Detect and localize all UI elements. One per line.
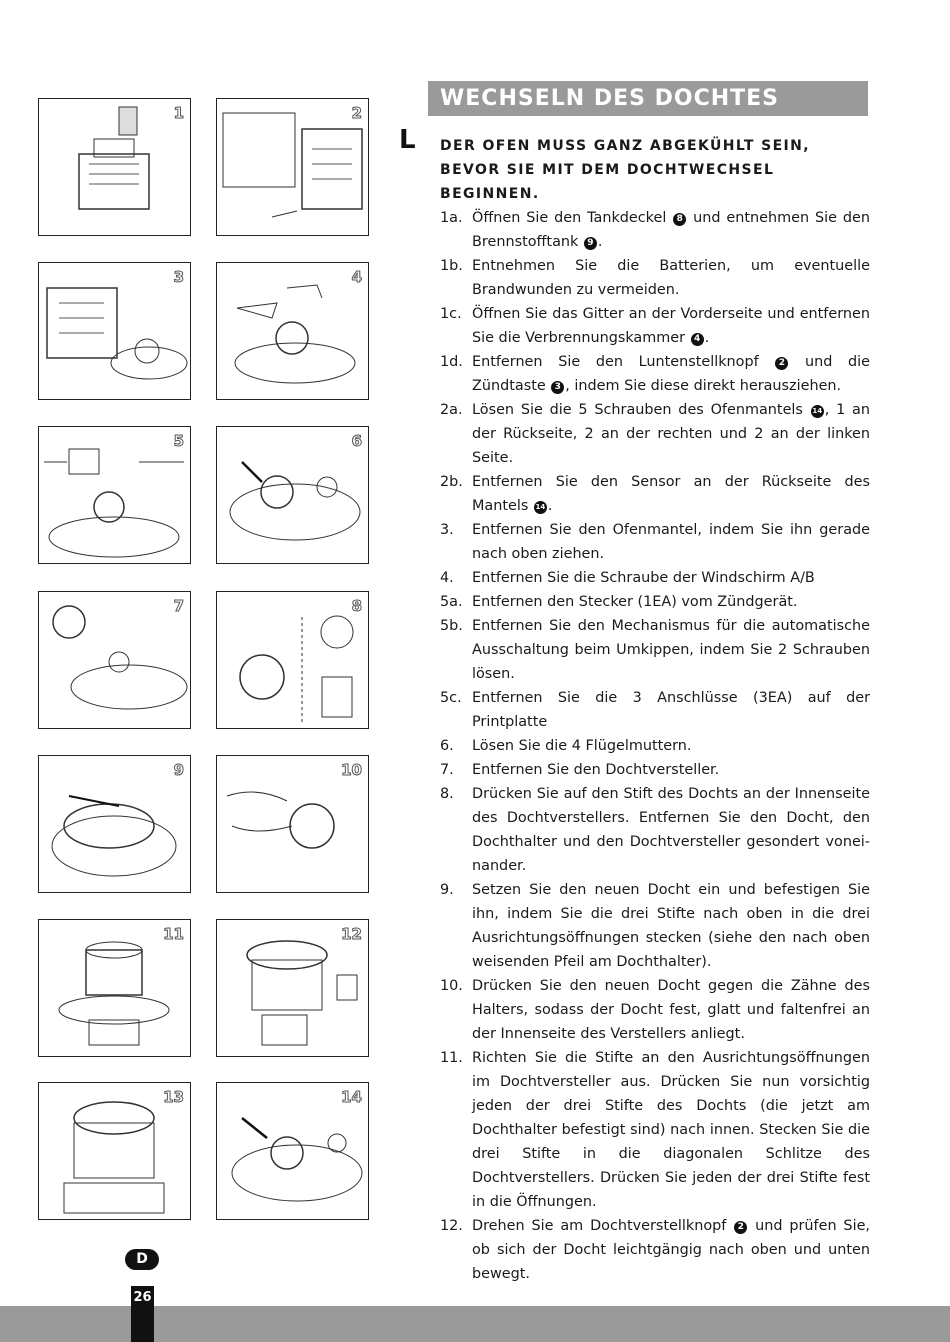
step-text: Drücken Sie den neuen Docht gegen die Zähne des Halters, sodass der Docht fest, glatt und faltenfrei an der Innenseite des Verstellers anliegt.: [472, 978, 870, 1042]
part-reference-badge: 9: [584, 237, 597, 250]
instruction-step: [440, 1046, 870, 1214]
step-number: 3.: [440, 522, 454, 538]
step-number: 5a.: [440, 594, 463, 610]
step-text: Entfernen Sie die Schraube der Windschirm A/B: [472, 570, 815, 586]
figure-illustration: [39, 427, 192, 565]
step-number: 1b.: [440, 258, 463, 274]
figure-number: 7: [173, 597, 184, 615]
figure-illustration: [39, 592, 192, 730]
step-text: Lösen Sie die 5 Schrauben des Ofenmantels 14 , 1 an der Rückseite, 2 an der rechten und 2 an der linken Seite.: [472, 402, 870, 466]
part-reference-badge: 2: [775, 357, 788, 370]
step-text: Entnehmen Sie die Batterien, um eventuelle Brandwunden zu vermeiden.: [472, 258, 870, 298]
figure-number: 2: [351, 104, 362, 122]
section-title: WECHSELN DES DOCHTES: [428, 81, 868, 116]
step-figure: [38, 755, 191, 893]
step-text: Richten Sie die Stifte an den Ausrichtungsöffnungen im Dochtversteller aus. Drücken Sie nun vorsichtig jeden der drei Stifte des Dochts (die jetzt am Dochthalter befestigt sind) nach innen. Stecken Sie die drei Stifte in die diagonalen Schlitze des Dochtverstellers. Drücken Sie jeden der drei Stifte fest in die Öffnungen.: [472, 1050, 870, 1210]
step-text: Lösen Sie die 4 Flügelmuttern.: [472, 738, 692, 754]
step-number: 7.: [440, 762, 454, 778]
instruction-list: [440, 206, 870, 1286]
step-number: 5c.: [440, 690, 462, 706]
figure-number: 9: [173, 761, 184, 779]
step-number: 10.: [440, 978, 463, 994]
step-figure: [216, 591, 369, 729]
step-text: Entfernen Sie den Sensor an der Rückseite des Mantels 14 .: [472, 474, 870, 514]
figure-number: 3: [173, 268, 184, 286]
step-text: Öffnen Sie den Tankdeckel 8 und entnehmen Sie den Brennstofftank 9 .: [472, 210, 870, 250]
page-number: 26: [133, 1290, 152, 1305]
step-figure: [38, 262, 191, 400]
step-figure: [216, 755, 369, 893]
part-reference-badge: 3: [551, 381, 564, 394]
figure-illustration: [217, 592, 370, 730]
part-reference-badge: 14: [534, 501, 547, 514]
step-figure: [38, 1082, 191, 1220]
step-figure: [216, 919, 369, 1057]
step-number: 2a.: [440, 402, 463, 418]
figure-illustration: [39, 99, 192, 237]
step-number: 4.: [440, 570, 454, 586]
step-figure: [38, 591, 191, 729]
step-number: 9.: [440, 882, 454, 898]
step-text: Entfernen Sie die 3 Anschlüsse (3EA) auf der Printplatte: [472, 690, 870, 730]
section-letter: L: [399, 125, 416, 155]
step-number: 2b.: [440, 474, 463, 490]
figure-number: 11: [163, 925, 184, 943]
step-number: 11.: [440, 1050, 463, 1066]
instruction-step: [440, 734, 870, 758]
figure-number: 12: [341, 925, 362, 943]
part-reference-badge: 4: [691, 333, 704, 346]
step-text: Entfernen Sie den Dochtversteller.: [472, 762, 720, 778]
figure-number: 4: [351, 268, 362, 286]
instruction-step: [440, 254, 870, 302]
part-reference-badge: 8: [673, 213, 686, 226]
step-number: 6.: [440, 738, 454, 754]
step-number: 1c.: [440, 306, 462, 322]
step-figure: [38, 98, 191, 236]
step-text: Drehen Sie am Dochtverstellknopf 2 und prüfen Sie, ob sich der Docht leichtgängig nach oben und unten bewegt.: [472, 1218, 870, 1282]
figure-illustration: [39, 263, 192, 401]
step-figure: [216, 1082, 369, 1220]
step-text: Entfernen Sie den Mechanismus für die automatische Ausschaltung beim Umkippen, indem Sie 2 Schrauben lösen.: [472, 618, 870, 682]
instruction-step: [440, 974, 870, 1046]
step-text: Drücken Sie auf den Stift des Dochts an der Innenseite des Dochtverstellers. Entfernen Sie den Docht, den Dochthalter und den Dochtversteller gesondert vonei-nander.: [472, 786, 870, 874]
step-number: 8.: [440, 786, 454, 802]
instruction-step: [440, 782, 870, 878]
step-number: 12.: [440, 1218, 463, 1234]
step-figure: [216, 426, 369, 564]
part-reference-badge: 14: [811, 405, 824, 418]
step-number: 1a.: [440, 210, 463, 226]
step-figure: [38, 426, 191, 564]
instruction-step: [440, 398, 870, 470]
instruction-step: [440, 686, 870, 734]
figure-number: 8: [351, 597, 362, 615]
figure-number: 14: [341, 1088, 362, 1106]
figure-illustration: [39, 756, 192, 894]
step-number: 1d.: [440, 354, 463, 370]
step-text: Öffnen Sie das Gitter an der Vorderseite und entfernen Sie die Verbrennungskammer 4 .: [472, 306, 870, 346]
instruction-step: [440, 566, 870, 590]
instruction-step: [440, 206, 870, 254]
instruction-step: [440, 614, 870, 686]
step-text: Entfernen Sie den Ofenmantel, indem Sie ihn gerade nach oben ziehen.: [472, 522, 870, 562]
figure-illustration: [217, 427, 370, 565]
figure-number: 13: [163, 1088, 184, 1106]
instruction-step: [440, 470, 870, 518]
figure-number: 1: [173, 104, 184, 122]
step-figure: [38, 919, 191, 1057]
step-figure: [216, 262, 369, 400]
figure-number: 10: [341, 761, 362, 779]
instruction-step: [440, 878, 870, 974]
part-reference-badge: 2: [734, 1221, 747, 1234]
instruction-step: [440, 1214, 870, 1286]
step-text: Entfernen den Stecker (1EA) vom Zündgerät.: [472, 594, 798, 610]
figure-number: 6: [351, 432, 362, 450]
instruction-step: [440, 758, 870, 782]
step-figure: [216, 98, 369, 236]
instruction-step: [440, 518, 870, 566]
figure-illustration: [217, 99, 370, 237]
step-number: 5b.: [440, 618, 463, 634]
step-text: Entfernen Sie den Luntenstellknopf 2 und die Zündtaste 3 , indem Sie diese direkt herausziehen.: [472, 354, 871, 394]
instruction-step: [440, 590, 870, 614]
instruction-step: [440, 302, 870, 350]
figure-number: 5: [173, 432, 184, 450]
language-badge: D: [125, 1249, 159, 1270]
figure-illustration: [217, 263, 370, 401]
instruction-step: [440, 350, 870, 398]
safety-warning: DER OFEN MUSS GANZ ABGEKÜHLT SEIN, BEVOR SIE MIT DEM DOCHTWECHSEL BEGINNEN.: [440, 138, 811, 202]
step-text: Setzen Sie den neuen Docht ein und befestigen Sie ihn, indem Sie die drei Stifte nach oben in die drei Ausrichtungsöffnungen stecken (siehe den nach oben weisenden Pfeil am Dochthalter).: [472, 882, 870, 970]
